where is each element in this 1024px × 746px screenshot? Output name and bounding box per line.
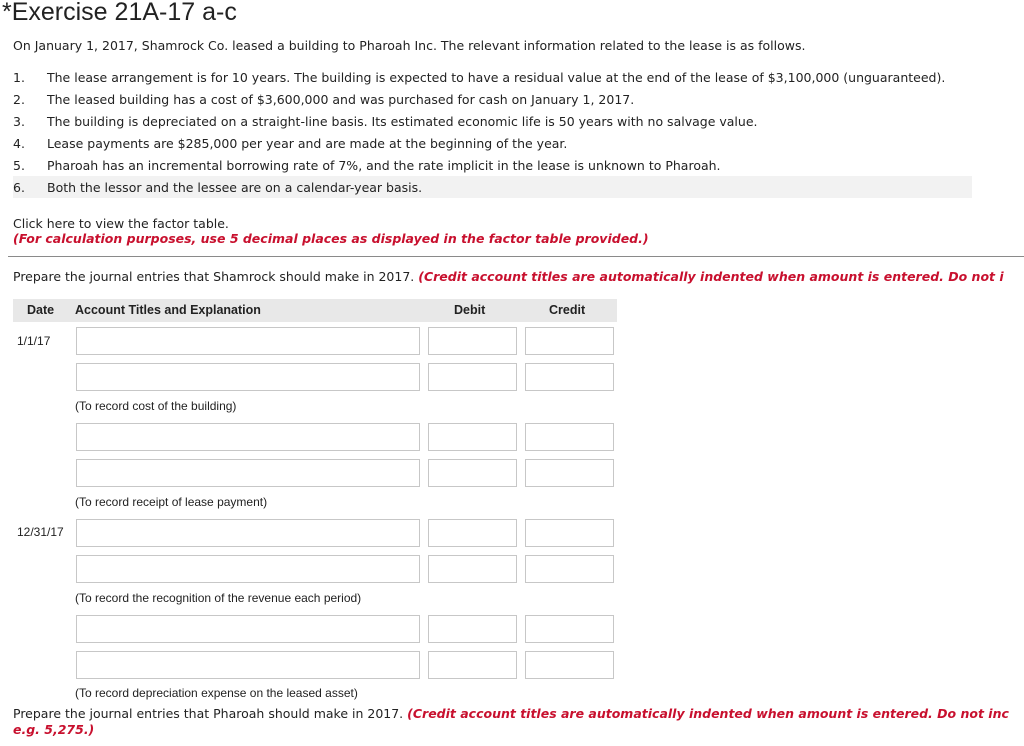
entry-memo: (To record cost of the building)	[75, 399, 237, 413]
credit-input[interactable]	[525, 423, 614, 451]
debit-input[interactable]	[428, 363, 517, 391]
shamrock-prompt	[13, 269, 1004, 284]
list-number: 3.	[13, 113, 25, 129]
prompt-note: (Credit account titles are automatically indented when amount is entered. Do not inc	[407, 706, 1009, 721]
section-divider	[8, 256, 1024, 257]
calculation-note: (For calculation purposes, use 5 decimal places as displayed in the factor table provided.)	[13, 231, 649, 246]
list-text: Pharoah has an incremental borrowing rate of 7%, and the rate implicit in the lease is unknown to Pharoah.	[47, 157, 721, 173]
debit-input[interactable]	[428, 327, 517, 355]
account-title-input[interactable]	[76, 459, 420, 487]
credit-input[interactable]	[525, 555, 614, 583]
entry-date: 1/1/17	[17, 334, 51, 348]
header-account: Account Titles and Explanation	[75, 303, 261, 317]
list-item	[13, 88, 972, 110]
problem-intro: On January 1, 2017, Shamrock Co. leased a building to Pharoah Inc. The relevant information related to the lease is as follows.	[13, 38, 806, 53]
list-text: Both the lessor and the lessee are on a calendar-year basis.	[47, 179, 423, 195]
account-title-input[interactable]	[76, 519, 420, 547]
account-title-input[interactable]	[76, 615, 420, 643]
account-title-input[interactable]	[76, 651, 420, 679]
list-number: 5.	[13, 157, 25, 173]
debit-input[interactable]	[428, 615, 517, 643]
entry-memo: (To record depreciation expense on the leased asset)	[75, 686, 358, 700]
credit-input[interactable]	[525, 327, 614, 355]
pharoah-prompt	[13, 706, 1009, 721]
list-item	[13, 110, 972, 132]
journal-table-header	[13, 299, 617, 322]
list-text: The building is depreciated on a straight-line basis. Its estimated economic life is 50 years with no salvage value.	[47, 113, 758, 129]
credit-input[interactable]	[525, 651, 614, 679]
debit-input[interactable]	[428, 459, 517, 487]
account-title-input[interactable]	[76, 555, 420, 583]
list-item	[13, 132, 972, 154]
account-title-input[interactable]	[76, 327, 420, 355]
lease-facts-list	[13, 66, 972, 198]
prompt-text: Prepare the journal entries that Pharoah should make in 2017.	[13, 706, 408, 721]
account-title-input[interactable]	[76, 363, 420, 391]
list-item	[13, 176, 972, 198]
credit-input[interactable]	[525, 615, 614, 643]
credit-input[interactable]	[525, 363, 614, 391]
list-text: The lease arrangement is for 10 years. The building is expected to have a residual value at the end of the lease of $3,100,000 (unguaranteed).	[47, 69, 946, 85]
list-number: 4.	[13, 135, 25, 151]
prompt-note-continued: e.g. 5,275.)	[13, 722, 95, 737]
header-debit: Debit	[454, 303, 486, 317]
debit-input[interactable]	[428, 519, 517, 547]
list-number: 2.	[13, 91, 25, 107]
header-date: Date	[27, 303, 55, 317]
header-credit: Credit	[549, 303, 586, 317]
prompt-text: Prepare the journal entries that Shamrock should make in 2017.	[13, 269, 419, 284]
factor-table-link[interactable]: Click here to view the factor table.	[13, 216, 229, 231]
prompt-note: (Credit account titles are automatically indented when amount is entered. Do not i	[418, 269, 1004, 284]
list-text: Lease payments are $285,000 per year and are made at the beginning of the year.	[47, 135, 568, 151]
debit-input[interactable]	[428, 423, 517, 451]
list-item	[13, 154, 972, 176]
credit-input[interactable]	[525, 519, 614, 547]
debit-input[interactable]	[428, 555, 517, 583]
entry-memo: (To record receipt of lease payment)	[75, 495, 268, 509]
debit-input[interactable]	[428, 651, 517, 679]
list-item	[13, 66, 972, 88]
page-title: *Exercise 21A-17 a-c	[2, 0, 237, 26]
list-number: 6.	[13, 179, 25, 195]
list-number: 1.	[13, 69, 25, 85]
list-text: The leased building has a cost of $3,600,000 and was purchased for cash on January 1, 2017.	[47, 91, 635, 107]
entry-date: 12/31/17	[17, 525, 64, 539]
account-title-input[interactable]	[76, 423, 420, 451]
credit-input[interactable]	[525, 459, 614, 487]
entry-memo: (To record the recognition of the revenue each period)	[75, 591, 362, 605]
